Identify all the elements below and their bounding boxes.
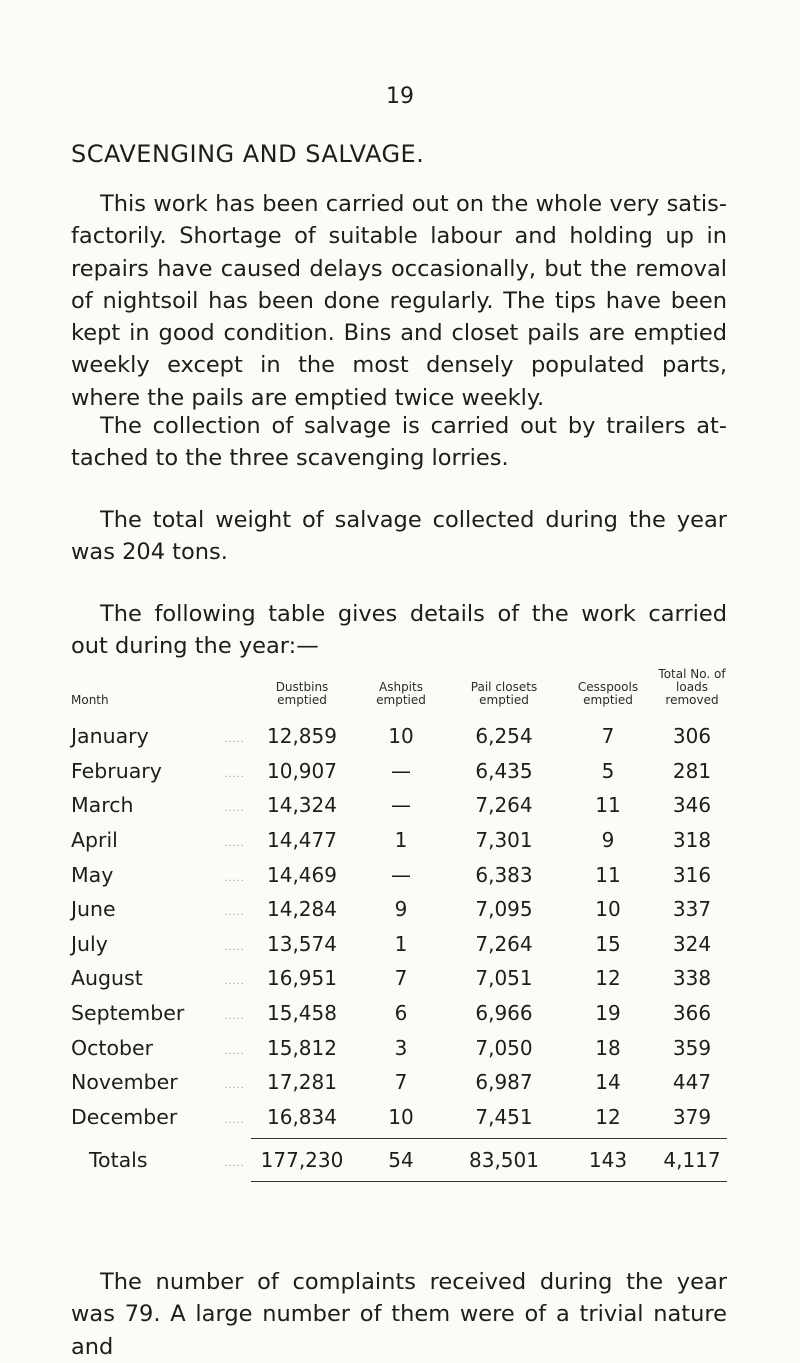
total-total-loads: 4,117 [657, 1139, 727, 1182]
cell-ashpits: 10 [388, 724, 414, 749]
cell-dustbins: 14,477 [267, 828, 337, 853]
cell-ashpits: — [391, 793, 411, 818]
cell-dustbins: 12,859 [267, 724, 337, 749]
table-body [71, 719, 727, 1182]
cell-month [71, 961, 251, 996]
table-row [71, 788, 727, 823]
totals-label: Totals [89, 1148, 148, 1173]
cell-cesspools: 9 [601, 828, 615, 853]
month-label: August [71, 966, 143, 991]
cell-dustbins: 10,907 [267, 758, 337, 783]
cell-pail-closets: 6,435 [475, 758, 533, 783]
cell-total-loads: 281 [672, 758, 712, 783]
leader-dots: ..... [224, 976, 245, 988]
cell-month [71, 788, 251, 823]
cell-pail-closets: 7,264 [475, 931, 533, 956]
leader-dots: ..... [224, 907, 245, 919]
cell-cesspools: 14 [595, 1070, 621, 1095]
cell-month [71, 996, 251, 1031]
paragraph-salvage-collection: The collection of salvage is carried out by trailers at- tached to the three scavenging lorries. [71, 413, 727, 472]
table-row [71, 857, 727, 892]
month-label: March [71, 793, 134, 818]
cell-total-loads: 306 [672, 724, 712, 749]
cell-cesspools: 5 [601, 758, 615, 783]
cell-ashpits: 9 [394, 897, 408, 922]
total-pail-closets: 83,501 [449, 1139, 559, 1182]
cell-ashpits: 7 [394, 1070, 408, 1095]
cell-ashpits: 10 [388, 1104, 414, 1129]
cell-cesspools: 11 [595, 862, 621, 887]
total-dustbins: 177,230 [251, 1139, 353, 1182]
cell-pail-closets: 6,987 [475, 1070, 533, 1095]
cell-total-loads: 379 [672, 1104, 712, 1129]
leader-dots: ..... [224, 837, 245, 849]
month-label: April [71, 828, 118, 853]
cell-cesspools: 12 [595, 966, 621, 991]
cell-dustbins: 16,951 [267, 966, 337, 991]
leader-dots: ..... [224, 1010, 245, 1022]
cell-month [71, 1100, 251, 1135]
cell-pail-closets: 7,051 [475, 966, 533, 991]
total-cesspools: 143 [559, 1139, 657, 1182]
cell-total-loads: 324 [672, 931, 712, 956]
cell-total-loads: 447 [672, 1070, 712, 1095]
month-label: September [71, 1001, 185, 1026]
cell-total-loads: 337 [672, 897, 712, 922]
table-row [71, 996, 727, 1031]
cell-pail-closets: 6,254 [475, 724, 533, 749]
totals-row [71, 1139, 727, 1182]
cell-total-loads: 346 [672, 793, 712, 818]
month-label: June [71, 897, 116, 922]
cell-cesspools: 10 [595, 897, 621, 922]
work-table-container [71, 668, 727, 1182]
leader-dots: ..... [224, 768, 245, 780]
cell-cesspools: 11 [595, 793, 621, 818]
cell-ashpits: 1 [394, 828, 408, 853]
cell-pail-closets: 7,264 [475, 793, 533, 818]
leader-dots: ..... [224, 941, 245, 953]
cell-dustbins: 14,469 [267, 862, 337, 887]
cell-ashpits: — [391, 758, 411, 783]
cell-dustbins: 15,812 [267, 1035, 337, 1060]
paragraph-salvage-weight: The total weight of salvage collected during the year was 204 tons. [71, 507, 727, 566]
cell-total-loads: 318 [672, 828, 712, 853]
leader-dots: ..... [224, 1080, 245, 1092]
cell-month [71, 927, 251, 962]
cell-ashpits: 1 [394, 931, 408, 956]
table-header-row [71, 668, 727, 719]
paragraph-complaints: The number of complaints received during the year was 79. A large number of them were of a trivial nature and [71, 1269, 727, 1360]
leader-dots: ..... [224, 872, 245, 884]
month-label: May [71, 862, 114, 887]
cell-total-loads: 316 [672, 862, 712, 887]
table-row [71, 823, 727, 858]
header-cesspools: Cesspools emptied [577, 680, 639, 707]
header-total-loads: Total No. of loads removed [658, 667, 726, 707]
cell-month [71, 857, 251, 892]
cell-month [71, 719, 251, 754]
cell-dustbins: 17,281 [267, 1070, 337, 1095]
month-label: November [71, 1070, 178, 1095]
cell-month [71, 1030, 251, 1065]
cell-total-loads: 366 [672, 1001, 712, 1026]
cell-ashpits: 6 [394, 1001, 408, 1026]
cell-cesspools: 12 [595, 1104, 621, 1129]
cell-pail-closets: 6,966 [475, 1001, 533, 1026]
cell-cesspools: 19 [595, 1001, 621, 1026]
header-ashpits: Ashpits emptied [376, 680, 426, 707]
cell-month [71, 892, 251, 927]
cell-total-loads: 359 [672, 1035, 712, 1060]
cell-dustbins: 16,834 [267, 1104, 337, 1129]
table-row [71, 927, 727, 962]
header-month: Month [71, 693, 109, 707]
cell-month [71, 823, 251, 858]
leader-dots: ..... [224, 803, 245, 815]
month-label: December [71, 1104, 178, 1129]
table-row [71, 1100, 727, 1135]
month-label: October [71, 1035, 154, 1060]
month-label: February [71, 758, 162, 783]
cell-dustbins: 15,458 [267, 1001, 337, 1026]
cell-pail-closets: 6,383 [475, 862, 533, 887]
table-row [71, 1030, 727, 1065]
cell-dustbins: 14,284 [267, 897, 337, 922]
table-row [71, 961, 727, 996]
header-dustbins: Dustbins emptied [275, 680, 329, 707]
cell-pail-closets: 7,451 [475, 1104, 533, 1129]
cell-total-loads: 338 [672, 966, 712, 991]
leader-dots: ..... [224, 1045, 245, 1057]
cell-totals-label [71, 1139, 251, 1182]
cell-ashpits: 7 [394, 966, 408, 991]
paragraph-work-summary: This work has been carried out on the whole very satis- factorily. Shortage of suitable labour and holding up in repairs have caused delays occasionally, but the removal of nightsoil has been done regularly. The tips have been kept in good condition. Bins and closet pails are emptied weekly except in the most densely populated parts, where the pails are emptied twice weekly. [71, 191, 727, 411]
total-ashpits: 54 [353, 1139, 449, 1182]
section-heading: SCAVENGING AND SALVAGE. [71, 140, 425, 168]
leader-dots: ..... [224, 1114, 245, 1126]
month-label: July [71, 931, 108, 956]
month-label: January [71, 724, 149, 749]
cell-ashpits: 3 [394, 1035, 408, 1060]
cell-month [71, 1065, 251, 1100]
cell-pail-closets: 7,050 [475, 1035, 533, 1060]
header-pail-closets: Pail closets emptied [470, 680, 538, 707]
cell-pail-closets: 7,095 [475, 897, 533, 922]
page-number: 19 [386, 84, 414, 109]
cell-ashpits: — [391, 862, 411, 887]
cell-cesspools: 7 [601, 724, 615, 749]
cell-dustbins: 14,324 [267, 793, 337, 818]
cell-cesspools: 15 [595, 931, 621, 956]
table-row [71, 754, 727, 789]
leader-dots: ..... [224, 734, 245, 746]
scavenging-work-table [71, 668, 727, 1182]
cell-dustbins: 13,574 [267, 931, 337, 956]
leader-dots: ..... [224, 1157, 245, 1169]
paragraph-table-intro: The following table gives details of the work carried out during the year:— [71, 601, 727, 660]
cell-pail-closets: 7,301 [475, 828, 533, 853]
cell-month [71, 754, 251, 789]
cell-cesspools: 18 [595, 1035, 621, 1060]
table-row [71, 1065, 727, 1100]
table-row [71, 892, 727, 927]
table-row [71, 719, 727, 754]
